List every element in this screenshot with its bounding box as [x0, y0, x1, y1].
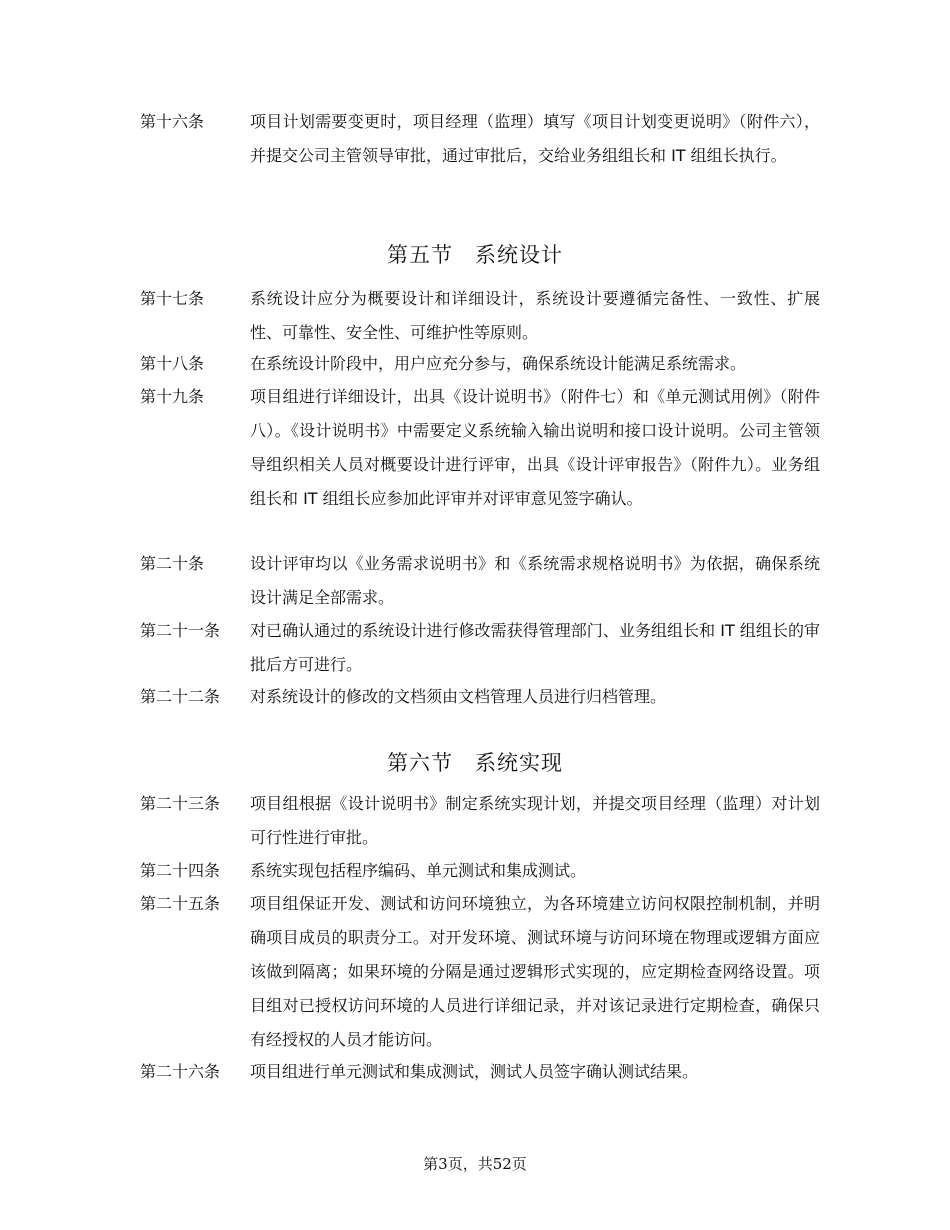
article-number: 第二十三条	[140, 794, 221, 813]
article-number: 第二十四条	[140, 861, 221, 880]
article-26	[140, 1055, 820, 1089]
article-19	[140, 380, 820, 516]
article-text: 项目组保证开发、测试和访问环境独立，为各环境建立访问权限控制机制，并明确项目成员的职责分工。对开发环境、测试环境与访问环境在物理或逻辑方面应该做到隔离；如果环境的分隔是通过逻辑形式实现的，应定期检查网络设置。项目组对已授权访问环境的人员进行详细记录，并对该记录进行定期检查，确保只有经授权的人员才能访问。	[250, 894, 820, 1049]
article-number: 第十九条	[140, 387, 205, 406]
section-title: 第六节 系统实现	[387, 751, 563, 775]
article-22	[140, 680, 820, 714]
article-number: 第十六条	[140, 112, 205, 131]
article-17	[140, 282, 820, 350]
section-title: 第五节 系统设计	[387, 243, 563, 267]
article-number: 第十八条	[140, 354, 205, 373]
article-text: 系统设计应分为概要设计和详细设计，系统设计要遵循完备性、一致性、扩展性、可靠性、安全性、可维护性等原则。	[250, 289, 820, 342]
article-number: 第二十六条	[140, 1062, 221, 1081]
article-21	[140, 614, 820, 682]
article-text: 项目组进行单元测试和集成测试，测试人员签字确认测试结果。	[250, 1062, 699, 1081]
article-number: 第二十五条	[140, 894, 221, 913]
article-text: 项目组进行详细设计，出具《设计说明书》（附件七）和《单元测试用例》（附件八）。《设计说明书》中需要定义系统输入输出说明和接口设计说明。公司主管领导组织相关人员对概要设计进行评审，出具《设计评审报告》（附件九）。业务组组长和 IT 组组长应参加此评审并对评审意见签字确认。	[250, 387, 820, 508]
article-20	[140, 547, 820, 615]
page-number-footer: 第3页，共52页	[423, 1155, 527, 1173]
article-18	[140, 347, 820, 381]
article-number: 第十七条	[140, 289, 205, 308]
article-16	[140, 105, 820, 173]
article-text: 系统实现包括程序编码、单元测试和集成测试。	[250, 861, 587, 880]
article-25	[140, 887, 820, 1057]
article-text: 项目组根据《设计说明书》制定系统实现计划，并提交项目经理（监理）对计划可行性进行审批。	[250, 794, 820, 847]
article-text: 设计评审均以《业务需求说明书》和《系统需求规格说明书》为依据，确保系统设计满足全部需求。	[250, 554, 820, 607]
article-24	[140, 854, 820, 888]
article-number: 第二十一条	[140, 621, 221, 640]
article-23	[140, 787, 820, 855]
article-number: 第二十二条	[140, 687, 221, 706]
article-text: 在系统设计阶段中，用户应充分参与，确保系统设计能满足系统需求。	[250, 354, 747, 373]
article-text: 对系统设计的修改的文档须由文档管理人员进行归档管理。	[250, 687, 667, 706]
article-number: 第二十条	[140, 554, 205, 573]
article-text: 项目计划需要变更时，项目经理（监理）填写《项目计划变更说明》（附件六），并提交公司主管领导审批，通过审批后，交给业务组组长和 IT 组组长执行。	[250, 112, 820, 165]
article-text: 对已确认通过的系统设计进行修改需获得管理部门、业务组组长和 IT 组组长的审批后方可进行。	[250, 621, 820, 674]
